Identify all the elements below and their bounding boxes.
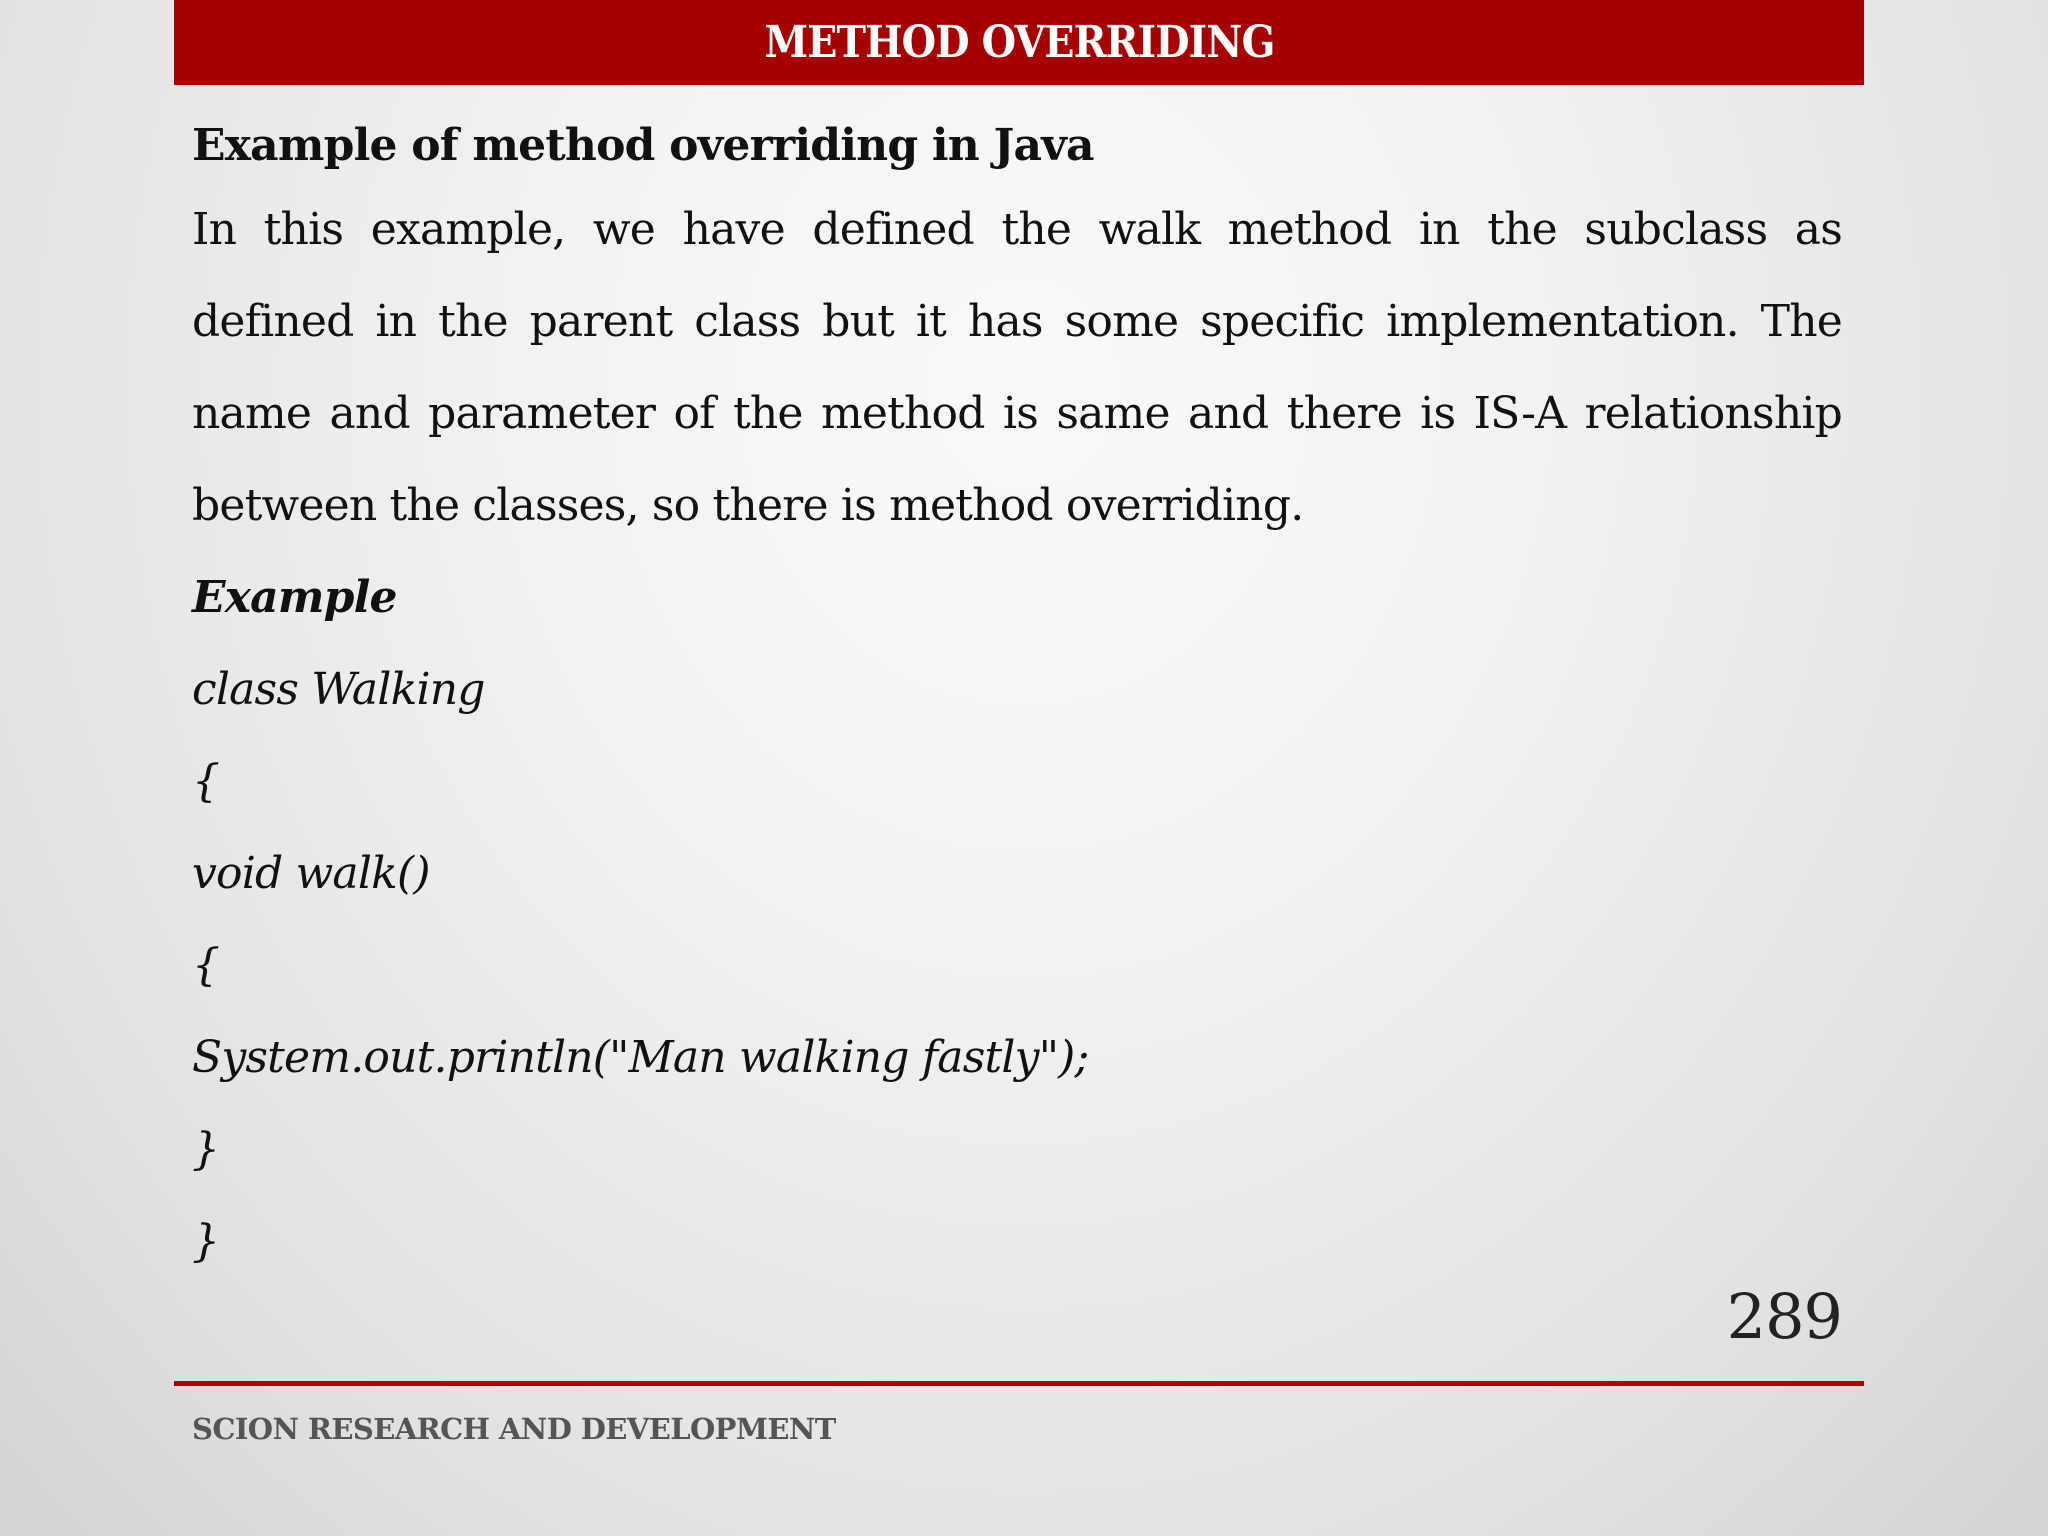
code-line: class Walking [192,664,485,715]
code-block [192,644,1842,1288]
description-paragraph: In this example, we have defined the walk method in the subclass as defined in the parent class but it has some specific implementation. The name and parameter of the method is same and there is IS-A relationship between the classes, so there is method overriding. [192,204,1842,531]
code-line: { [192,756,220,807]
code-line: } [192,1216,220,1267]
code-line: System.out.println("Man walking fastly"); [192,1032,1089,1083]
footer-divider [174,1381,1864,1386]
example-label: Example [192,572,397,623]
code-line: void walk() [192,848,430,899]
page-number: 289 [1726,1280,1842,1353]
slide-title: METHOD OVERRIDING [763,17,1275,68]
title-bar [174,0,1864,85]
section-heading: Example of method overriding in Java [192,120,1094,171]
code-line: } [192,1124,220,1175]
code-line: { [192,940,220,991]
slide-content [192,110,1842,1288]
footer-organization: SCION RESEARCH AND DEVELOPMENT [192,1412,836,1446]
